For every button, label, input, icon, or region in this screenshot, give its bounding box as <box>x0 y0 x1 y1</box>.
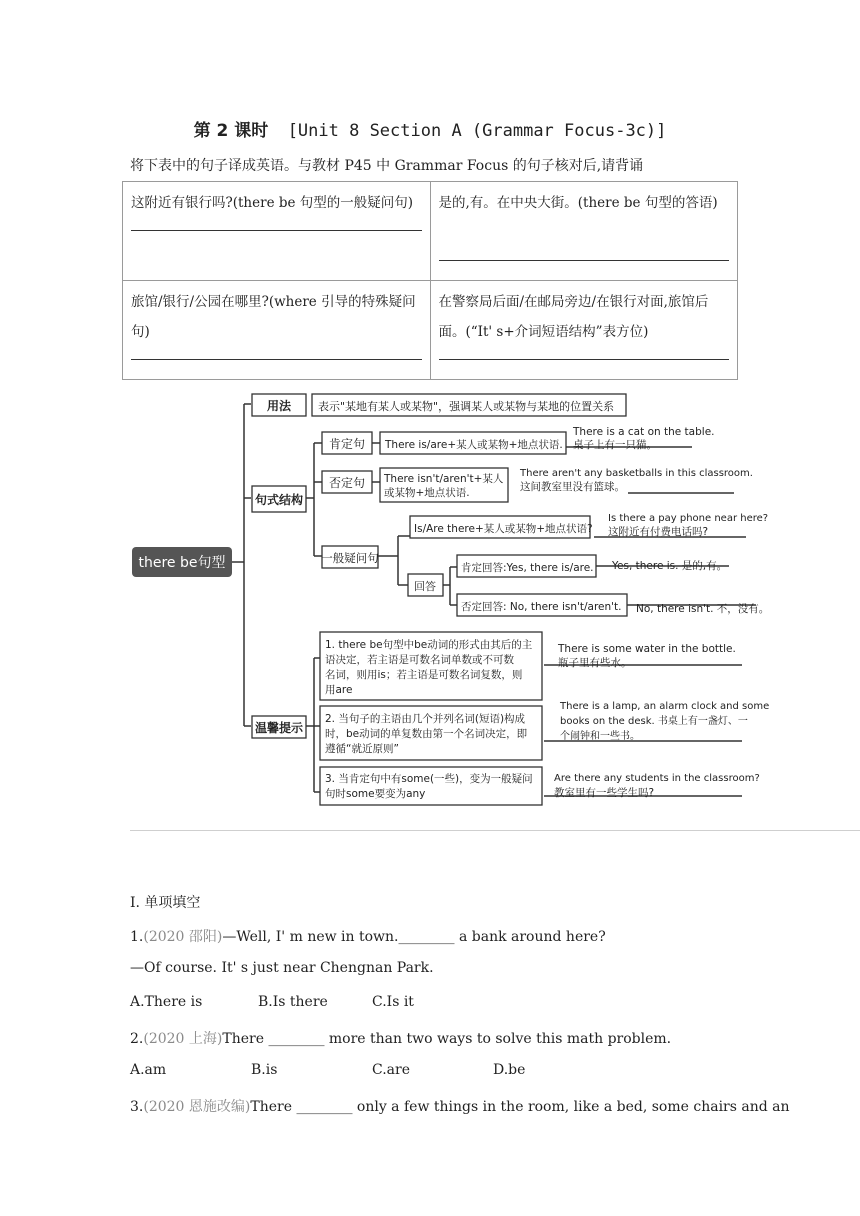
tip-2-example <box>559 701 769 742</box>
negative-label: 否定句 <box>328 476 366 490</box>
yes-answer-rule: 肯定回答:Yes, there is/are. <box>461 562 594 574</box>
negative-example-cn: 这间教室里没有篮球。 <box>520 481 625 493</box>
table-row <box>123 281 738 380</box>
question-1-reply: —Of course. It' s just near Chengnan Park. <box>130 960 434 976</box>
question-3: 3.(2020 恩施改编)There ________ only a few things in the room, like a bed, some chairs and an <box>130 1099 790 1115</box>
answer-line[interactable] <box>439 349 730 360</box>
svg-text:3. 当肯定句中有some(一些)，变为一般疑问: 3. 当肯定句中有some(一些)，变为一般疑问 <box>325 773 533 785</box>
svg-text:时，be动词的单复数由第一个名词决定，即: 时，be动词的单复数由第一个名词决定，即 <box>325 728 528 740</box>
usage-label: 用法 <box>266 399 292 413</box>
cell-prompt: 这附近有银行吗?(there be 句型的一般疑问句) <box>131 195 414 211</box>
section-heading: Ⅰ. 单项填空 <box>130 895 201 911</box>
answer-blank[interactable]: ________ <box>268 1031 325 1047</box>
option-b[interactable]: B.is <box>251 1062 278 1078</box>
answer-blank[interactable]: ________ <box>296 1099 353 1115</box>
option-c[interactable]: C.Is it <box>372 994 414 1010</box>
unit-label: [Unit 8 Section A (Grammar Focus-3c)] <box>287 121 667 141</box>
svg-text:语决定，若主语是可数名词单数或不可数: 语决定，若主语是可数名词单数或不可数 <box>325 654 514 666</box>
no-answer-example: No, there isn't. 不，没有。 <box>636 603 770 615</box>
answer-line[interactable] <box>131 349 422 360</box>
translation-table <box>122 181 738 380</box>
svg-text:名词，则用is；若主语是可数名词复数，则: 名词，则用is；若主语是可数名词复数，则 <box>325 669 523 681</box>
option-c[interactable]: C.are <box>372 1062 410 1078</box>
mindmap-root-label: there be句型 <box>138 555 226 571</box>
table-row <box>123 182 738 281</box>
svg-text:There is a lamp, an alarm cloc: There is a lamp, an alarm clock and some <box>560 701 770 712</box>
mindmap-boxes <box>252 394 627 805</box>
tip-3-example <box>554 773 760 799</box>
answer-blank[interactable]: ________ <box>398 929 455 945</box>
svg-text:books on the desk. 书桌上有一盏灯、一: books on the desk. 书桌上有一盏灯、一 <box>560 716 748 727</box>
svg-text:教室里有一些学生吗?: 教室里有一些学生吗? <box>554 787 655 799</box>
question-source: (2020 邵阳) <box>143 929 223 945</box>
page-title <box>0 116 860 141</box>
lesson-label: 第 2 课时 <box>193 121 269 141</box>
question-example-cn: 这附近有付费电话吗? <box>608 526 709 538</box>
svg-text:个闹钟和一些书。: 个闹钟和一些书。 <box>560 731 640 742</box>
svg-text:瓶子里有些水。: 瓶子里有些水。 <box>558 657 632 669</box>
option-b[interactable]: B.Is there <box>258 994 328 1010</box>
tips-label: 温馨提示 <box>254 721 304 735</box>
structure-label: 句式结构 <box>254 493 304 507</box>
affirmative-rule: There is/are+某人或某物+地点状语. <box>385 439 563 451</box>
question-1: 1.(2020 邵阳)—Well, I' m new in town.________ a bank around here? <box>130 929 606 945</box>
affirmative-label: 肯定句 <box>328 437 366 451</box>
answer-line[interactable] <box>439 250 730 261</box>
table-cell <box>430 182 738 281</box>
question-rule: Is/Are there+某人或某物+地点状语? <box>414 523 593 535</box>
svg-text:There is some water in the bot: There is some water in the bottle. <box>558 643 736 655</box>
affirmative-example: There is a cat on the table. <box>573 426 715 438</box>
question-2-options <box>130 1062 590 1082</box>
question-1-options <box>130 994 530 1014</box>
question-2: 2.(2020 上海)There ________ more than two ways to solve this math problem. <box>130 1031 672 1047</box>
answer-line[interactable] <box>131 220 422 231</box>
no-answer-rule: 否定回答: No, there isn't/aren't. <box>461 601 622 613</box>
table-cell <box>123 182 431 281</box>
there-be-mindmap <box>128 390 860 810</box>
cell-prompt: 在警察局后面/在邮局旁边/在银行对面,旅馆后面。(“It' s+介词短语结构”表方位) <box>438 294 709 340</box>
question-source: (2020 恩施改编) <box>143 1099 251 1115</box>
svg-text:句时some要变为any: 句时some要变为any <box>325 788 426 800</box>
question-label: 一般疑问句 <box>321 551 379 565</box>
option-a[interactable]: A.am <box>130 1062 167 1078</box>
affirmative-example-cn: 桌子上有一只猫。 <box>573 439 657 451</box>
cell-prompt: 是的,有。在中央大街。(there be 句型的答语) <box>438 195 718 211</box>
usage-text: 表示"某地有某人或某物"，强调某人或某物与某地的位置关系 <box>318 400 615 413</box>
negative-rule: There isn't/aren't+某人 <box>384 473 504 485</box>
option-a[interactable]: A.There is <box>130 994 203 1010</box>
cell-prompt: 旅馆/银行/公园在哪里?(where 引导的特殊疑问句) <box>131 294 416 340</box>
negative-example: There aren't any basketballs in this classroom. <box>520 468 753 479</box>
svg-text:1. there be句型中be动词的形式由其后的主: 1. there be句型中be动词的形式由其后的主 <box>325 639 533 651</box>
instruction-text: 将下表中的句子译成英语。与教材 P45 中 Grammar Focus 的句子核对后,请背诵 <box>130 158 644 174</box>
svg-text:用are: 用are <box>325 684 353 696</box>
table-cell <box>123 281 431 380</box>
question-source: (2020 上海) <box>143 1031 223 1047</box>
option-d[interactable]: D.be <box>493 1062 526 1078</box>
svg-text:2. 当句子的主语由几个并列名词(短语)构成: 2. 当句子的主语由几个并列名词(短语)构成 <box>325 713 526 725</box>
section-divider <box>130 830 860 831</box>
negative-rule: 或某物+地点状语. <box>384 487 470 499</box>
svg-text:Are there any students in the: Are there any students in the classroom? <box>554 773 760 784</box>
yes-answer-example: Yes, there is. 是的,有。 <box>612 560 728 572</box>
svg-text:遵循“就近原则”: 遵循“就近原则” <box>325 743 399 755</box>
question-example: Is there a pay phone near here? <box>608 513 769 524</box>
answer-label: 回答 <box>414 580 436 593</box>
table-cell <box>430 281 738 380</box>
